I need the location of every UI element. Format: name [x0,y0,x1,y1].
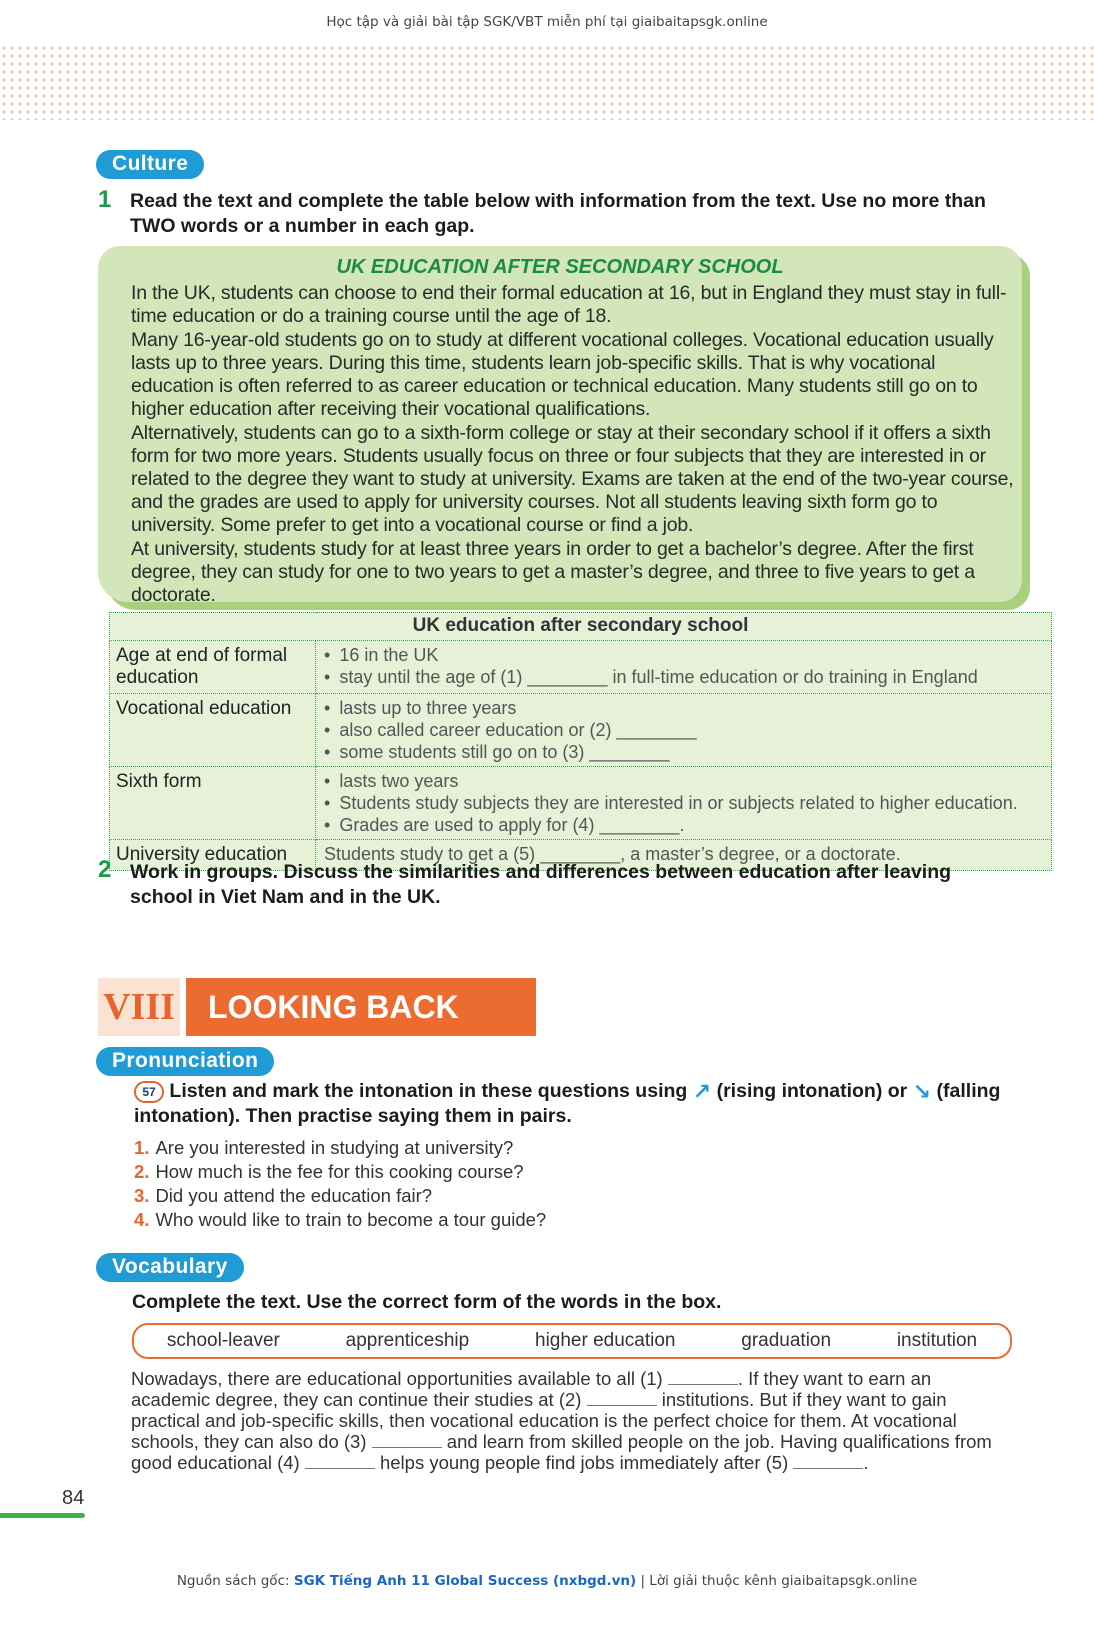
blank-5[interactable] [793,1454,863,1469]
table-header: UK education after secondary school [110,613,1052,641]
page-number-bar [0,1513,85,1518]
page-number: 84 [62,1487,85,1509]
row-item: • 16 in the UK [324,644,1043,666]
list-item: 4. Who would like to train to become a tour guide? [134,1209,547,1230]
word-option: institution [896,1330,978,1351]
row-item: • some students still go on to (3) ________ [324,741,1043,763]
list-item: 1. Are you interested in studying at university? [134,1137,514,1158]
passage-paragraph: Many 16-year-old students go on to study at different vocational colleges. Vocational education usually lasts up to three years. During this time, students learn job-specific skills. That is why vocational education is often referred to as career education or technical education. Many students still go on to higher education after receiving their vocational qualifications. [131,329,994,420]
row-item: • also called career education or (2) ________ [324,719,1043,741]
blank-3[interactable] [372,1433,442,1448]
row-item: • Students study subjects they are interested in or subjects related to higher education. [324,792,1043,814]
row-label: Sixth form [110,767,316,840]
section-label-pronunciation: Pronunciation [96,1047,274,1076]
row-item: • Grades are used to apply for (4) ________. [324,814,1043,836]
passage-paragraph: At university, students study for at least three years in order to get a bachelor’s degree. After the first degree, they can study for one to two years to get a master’s degree, and three to five years to get a doctorate. [131,538,975,606]
unit-section-heading [98,978,536,1036]
passage-body [131,282,1021,608]
row-label: Vocational education [110,694,316,767]
table-row [110,694,1052,767]
row-item: • stay until the age of (1) ________ in full-time education or do training in England [324,666,1043,688]
word-option: school-leaver [166,1330,280,1351]
info-table [109,612,1052,871]
passage-paragraph: In the UK, students can choose to end their formal education at 16, but in England they must stay in full-time education or do a training course until the age of 18. [131,282,1007,327]
blank-4[interactable] [305,1454,375,1469]
question-list [134,1136,546,1232]
row-label: Age at end of formal education [110,641,316,694]
table-row [110,767,1052,840]
section-roman-number: VIII [98,978,180,1036]
page-header: Học tập và giải bài tập SGK/VBT miễn phí tại giaibaitapsgk.online [326,14,768,30]
pronunciation-instruction: 57 Listen and mark the intonation in these questions using ↗ (rising intonation) or ↘ (falling intonation). Then practise saying them in pairs. [134,1079,1001,1128]
blank-1[interactable] [668,1370,738,1385]
exercise-number: 1 [98,186,112,213]
exercise-instruction: Work in groups. Discuss the similarities and differences between education after leaving school in Viet Nam and in the UK. [130,861,952,908]
section-label-culture: Culture [96,150,204,179]
passage-title: UK EDUCATION AFTER SECONDARY SCHOOL [336,256,784,278]
list-item: 2. How much is the fee for this cooking course? [134,1161,524,1182]
word-option: higher education [535,1330,676,1351]
vocabulary-instruction: Complete the text. Use the correct form of the words in the box. [132,1291,722,1313]
section-label-vocabulary: Vocabulary [96,1253,244,1282]
table-row [110,641,1052,694]
decorative-dot-band [0,44,1094,120]
blank-2[interactable] [587,1391,657,1406]
word-option: graduation [741,1330,832,1351]
section-title: LOOKING BACK [186,978,536,1036]
passage-paragraph: Alternatively, students can go to a sixth-form college or stay at their secondary school if it offers a sixth form for two more years. Students usually focus on three or four subjects that they are interested in or related to the degree they want to study at university. Exams are taken at the end of the two-year course, and the grades are used to apply for university courses. Not all students leaving sixth form go to university. Some prefer to get into a vocational course or find a job. [131,422,1014,536]
list-item: 3. Did you attend the education fair? [134,1185,433,1206]
row-label: University education [110,840,316,871]
word-box [132,1323,1012,1359]
audio-track-icon[interactable]: 57 [134,1081,164,1103]
exercise-number: 2 [98,856,112,883]
falling-arrow-icon: ↘ [912,1079,932,1105]
source-link[interactable]: SGK Tiếng Anh 11 Global Success (nxbgd.vn) [293,1573,637,1589]
rising-arrow-icon: ↗ [692,1079,712,1105]
exercise-instruction: Read the text and complete the table below with information from the text. Use no more than TWO words or a number in each gap. [130,190,986,237]
page-footer: Nguồn sách gốc: SGK Tiếng Anh 11 Global Success (nxbgd.vn) | Lời giải thuộc kênh giaibaitapsgk.online [176,1573,918,1589]
row-item: Students study to get a (5) ________, a master’s degree, or a doctorate. [316,840,1052,871]
word-option: apprenticeship [345,1330,470,1351]
row-item: • lasts two years [324,770,1043,792]
gap-fill-text: Nowadays, there are educational opportunities available to all (1) . If they want to earn an academic degree, they can continue their studies at (2) institutions. But if they want to gain practical and job-specific skills, then vocational education is the perfect choice for them. At vocational schools, they can also do (3) and learn from skilled people on the job. Having qualifications from good educational (4) helps young people find jobs immediately after (5) . [131,1368,992,1473]
row-item: • lasts up to three years [324,697,1043,719]
